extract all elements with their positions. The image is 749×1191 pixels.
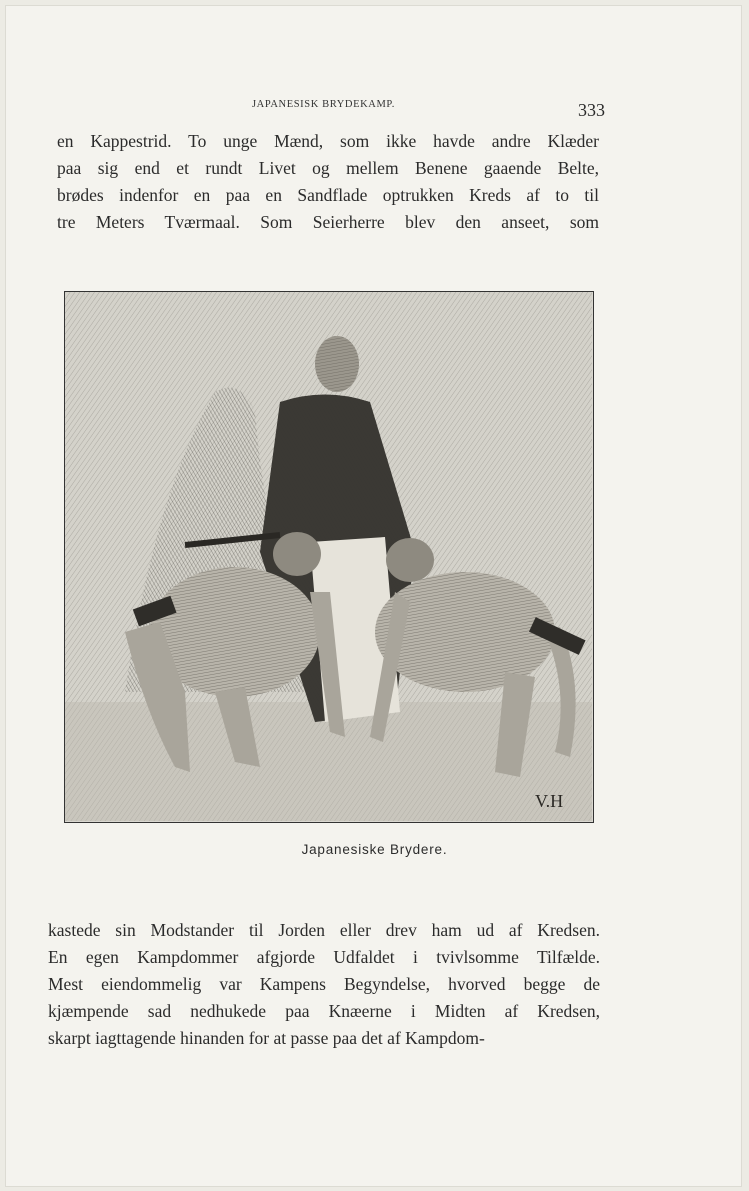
text-line: brødes indenfor en paa en Sandflade optrukken Kreds af to til <box>57 185 599 205</box>
page-number: 333 <box>578 100 605 120</box>
text-line: paa sig end et rundt Livet og mellem Benene gaaende Belte, <box>57 158 599 178</box>
paragraph-top <box>57 128 599 236</box>
text-line: skarpt iagttagende hinanden for at passe paa det af Kampdom- <box>48 1028 485 1048</box>
sumo-wrestlers-engraving <box>65 292 592 821</box>
text-line: en Kappestrid. To unge Mænd, som ikke havde andre Klæder <box>57 131 599 151</box>
text-line: kjæmpende sad nedhukede paa Knæerne i Midten af Kredsen, <box>48 1001 600 1021</box>
svg-text:V.H: V.H <box>535 791 564 811</box>
figure-caption: Japanesiske Brydere. <box>301 842 448 857</box>
paragraph-bottom <box>48 917 600 1052</box>
engraving-illustration <box>64 291 594 823</box>
text-line: En egen Kampdommer afgjorde Udfaldet i tvivlsomme Tilfælde. <box>48 947 600 967</box>
text-line: Mest eiendommelig var Kampens Begyndelse, hvorved begge de <box>48 974 600 994</box>
running-head: JAPANESISK BRYDEKAMP. <box>252 99 395 110</box>
text-line: kastede sin Modstander til Jorden eller drev ham ud af Kredsen. <box>48 920 600 940</box>
text-line: tre Meters Tværmaal. Som Seierherre blev den anseet, som <box>57 212 599 232</box>
